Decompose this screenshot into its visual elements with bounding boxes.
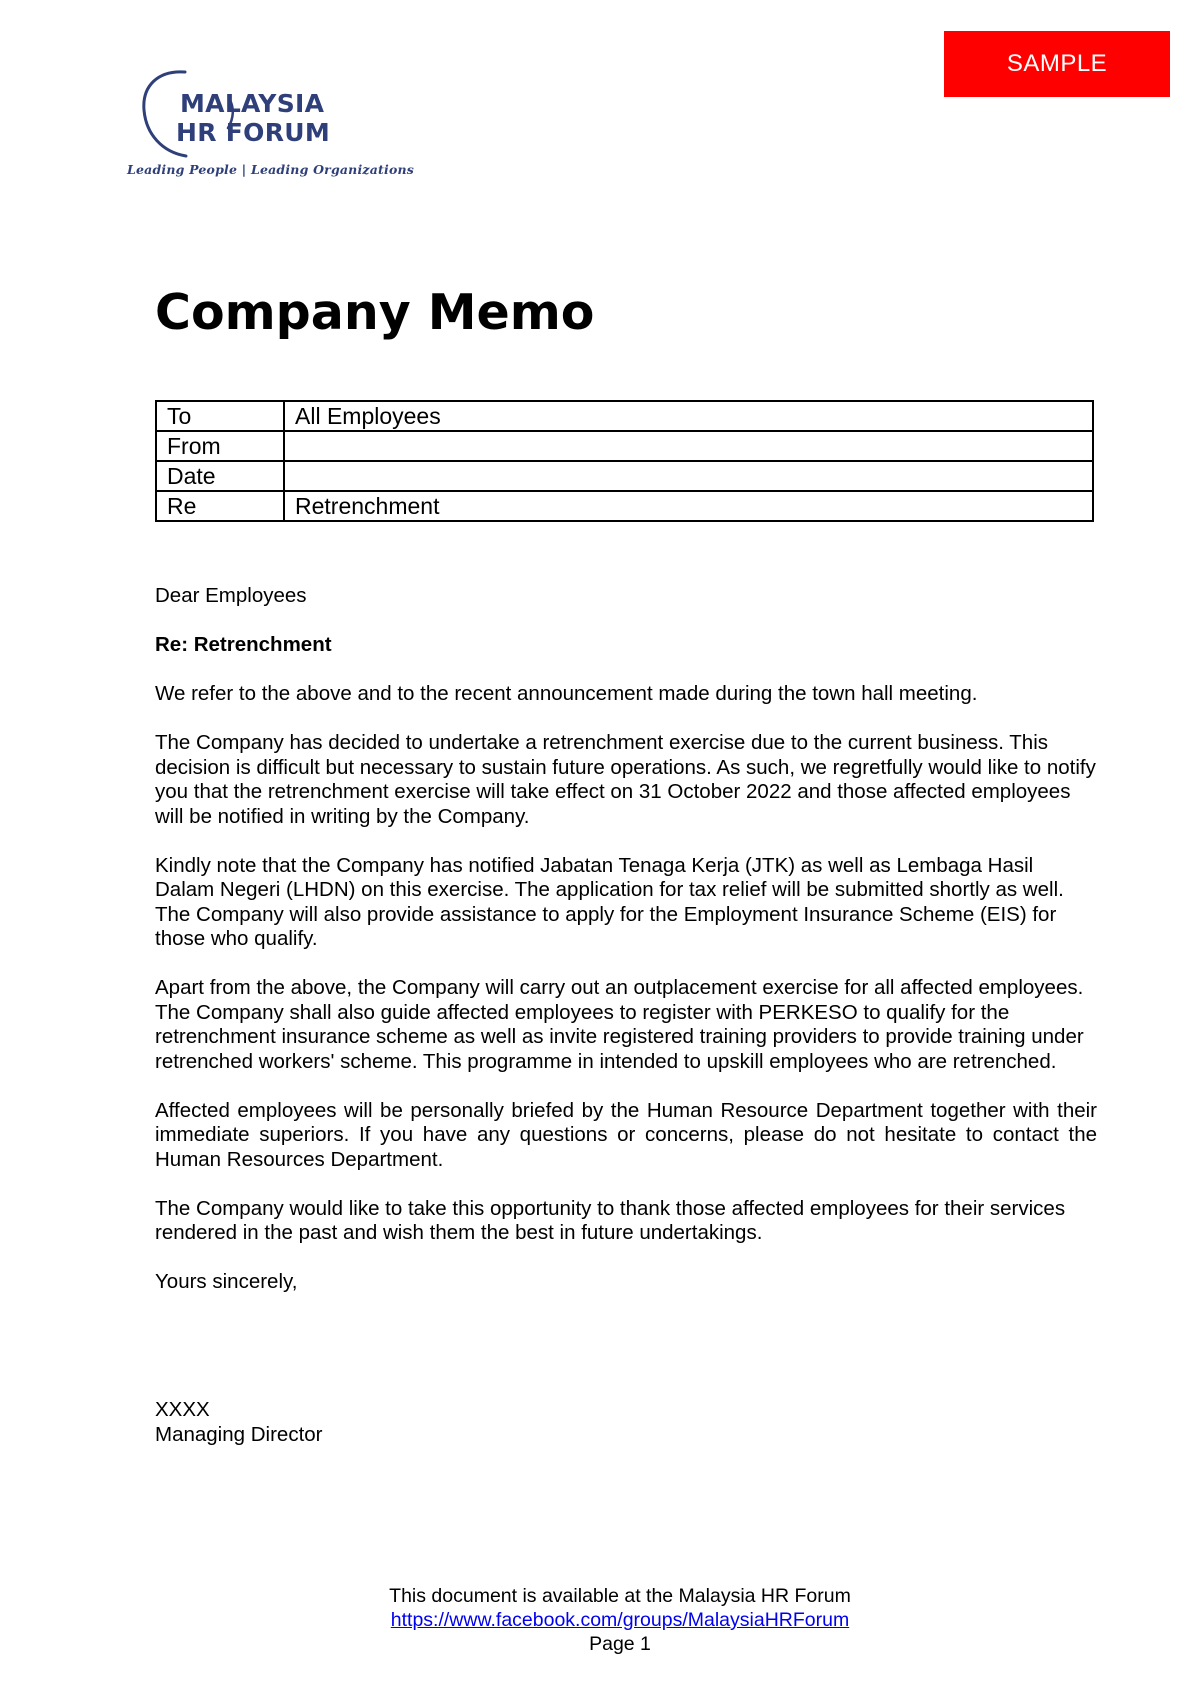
body-paragraph-5: Affected employees will be personally briefed by the Human Resource Department together with their immediate superiors. If you have any questions or concerns, please do not hesitate to contact the Human Resources Department. xyxy=(155,1098,1097,1171)
page-title: Company Memo xyxy=(155,284,595,341)
memo-body xyxy=(155,584,1097,1295)
page-number: Page 1 xyxy=(589,1633,651,1655)
subject-line: Re: Retrenchment xyxy=(155,633,332,656)
memo-header-table xyxy=(155,400,1094,522)
footer-link[interactable]: https://www.facebook.com/groups/MalaysiaHRForum xyxy=(390,1609,850,1631)
page-footer xyxy=(0,1584,1200,1656)
logo-line-1: MALAYSIA xyxy=(180,89,325,118)
signatory-name: XXXX xyxy=(155,1398,210,1421)
memo-value-to: All Employees xyxy=(284,401,1093,431)
memo-label-to: To xyxy=(156,401,284,431)
memo-label-date: Date xyxy=(156,461,284,491)
signatory-title: Managing Director xyxy=(155,1423,323,1446)
body-paragraph-1: We refer to the above and to the recent announcement made during the town hall meeting. xyxy=(155,682,978,705)
body-paragraph-6: The Company would like to take this opportunity to thank those affected employees for their services rendered in the past and wish them the best in future undertakings. xyxy=(155,1196,1066,1244)
memo-row-from xyxy=(156,431,1093,461)
body-paragraph-2: The Company has decided to undertake a retrenchment exercise due to the current business. This decision is difficult but necessary to sustain future operations. As such, we regretfully would like to notify you that the retrenchment exercise will take effect on 31 October 2022 and those affected employees will be notified in writing by the Company. xyxy=(155,731,1096,828)
memo-label-re: Re xyxy=(156,491,284,521)
memo-value-re: Retrenchment xyxy=(284,491,1093,521)
greeting: Dear Employees xyxy=(155,584,307,607)
memo-value-date xyxy=(284,461,1093,491)
memo-row-re xyxy=(156,491,1093,521)
logo-tagline: Leading People | Leading Organizations xyxy=(127,162,415,177)
sample-badge: SAMPLE xyxy=(944,31,1170,97)
memo-row-to xyxy=(156,401,1093,431)
memo-value-from xyxy=(284,431,1093,461)
memo-label-from: From xyxy=(156,431,284,461)
malaysia-hr-forum-logo xyxy=(122,68,415,188)
memo-row-date xyxy=(156,461,1093,491)
closing: Yours sincerely, xyxy=(155,1270,298,1293)
signature-block xyxy=(155,1397,323,1447)
body-paragraph-4: Apart from the above, the Company will carry out an outplacement exercise for all affected employees. The Company shall also guide affected employees to register with PERKESO to qualify for the retrenchment insurance scheme as well as invite registered training providers to provide training under retrenched workers' scheme. This programme in intended to upskill employees who are retrenched. xyxy=(155,976,1084,1073)
body-paragraph-3: Kindly note that the Company has notified Jabatan Tenaga Kerja (JTK) as well as Lembaga Hasil Dalam Negeri (LHDN) on this exercise. The application for tax relief will be submitted shortly as well. The Company will also provide assistance to apply for the Employment Insurance Scheme (EIS) for those who qualify. xyxy=(155,853,1064,950)
footer-availability: This document is available at the Malaysia HR Forum xyxy=(389,1585,851,1607)
logo-line-2: HR FORUM xyxy=(176,118,331,147)
